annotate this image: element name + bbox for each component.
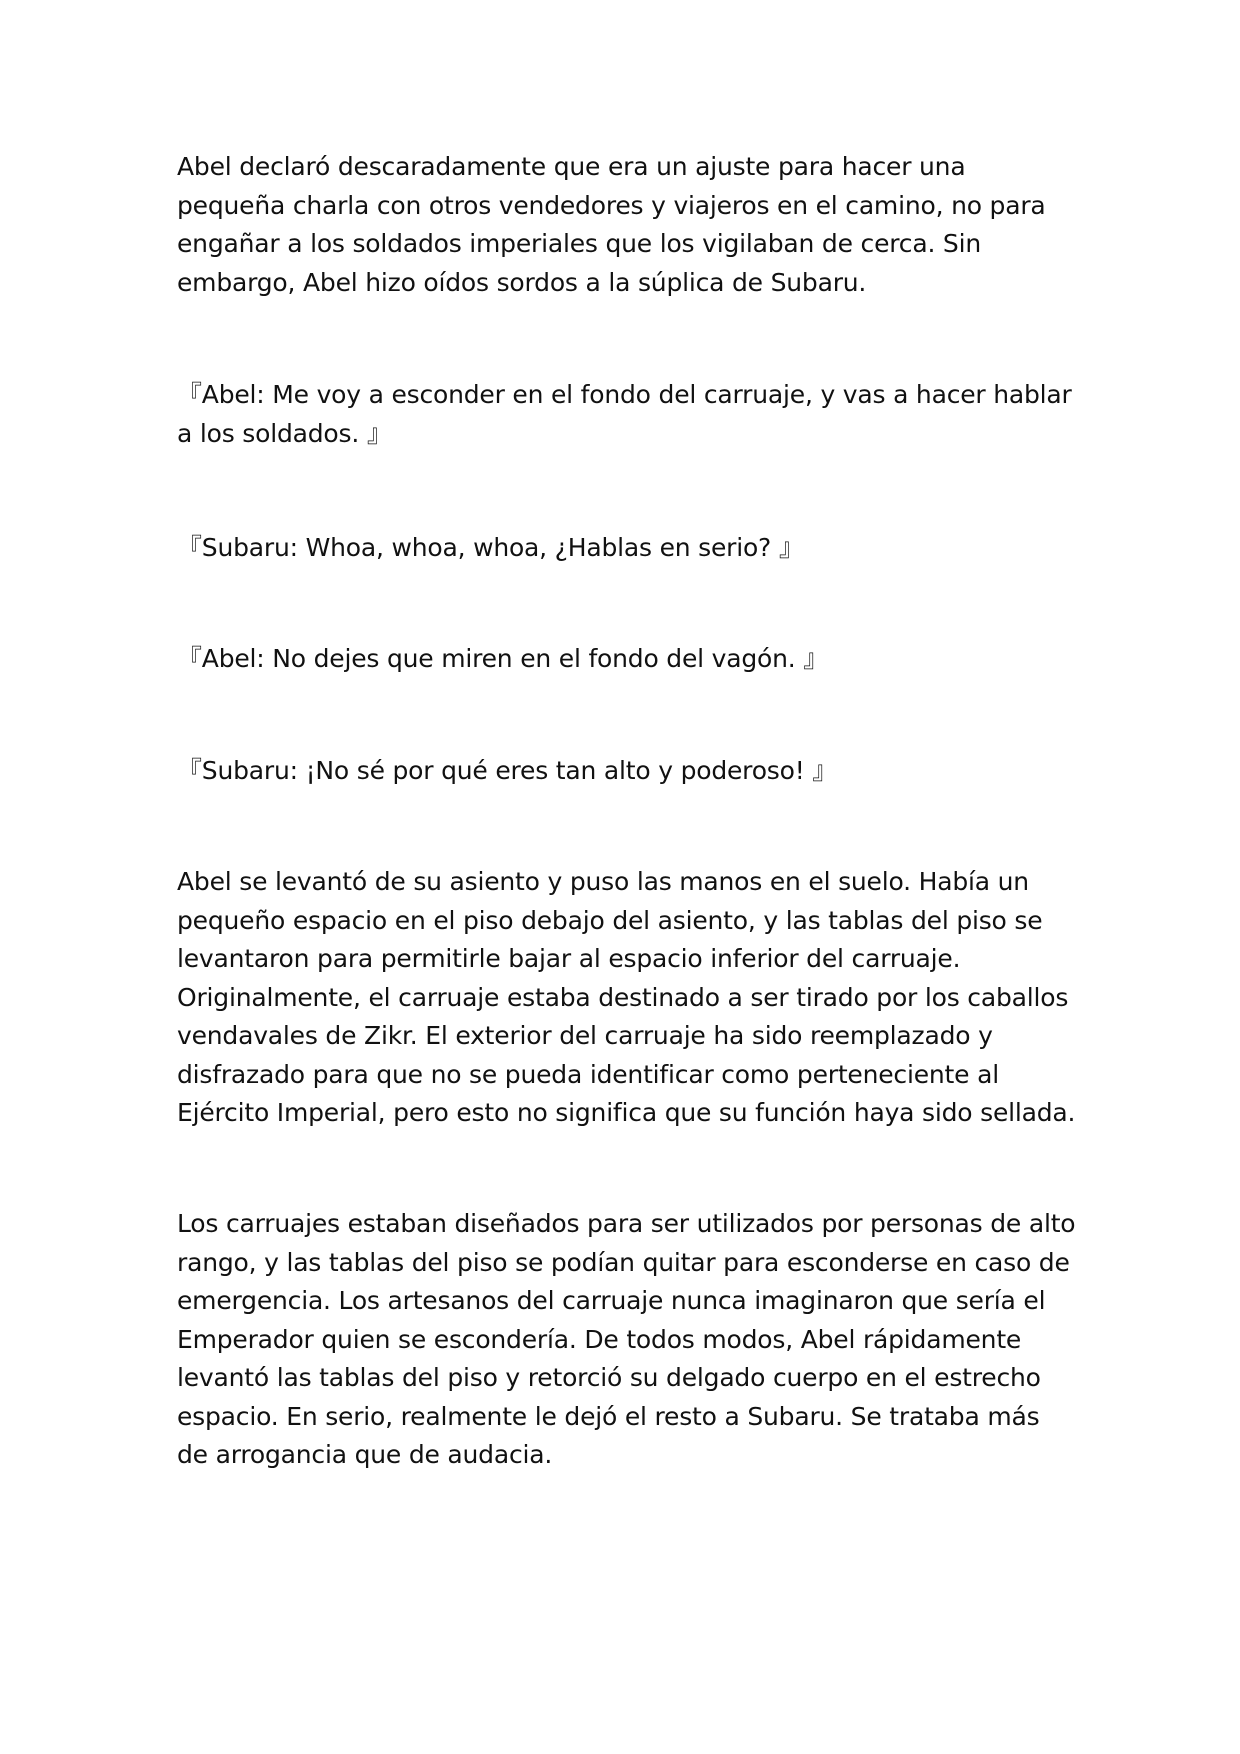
paragraph-1: Abel declaró descaradamente que era un ajuste para hacer una pequeña charla con otros vendedores y viajeros en el camino, no para engañar a los soldados imperiales que los vigilaban de cerca. Sin embargo, Abel hizo oídos sordos a la súplica de Subaru. (177, 152, 1054, 297)
dialogue-line-1: 『Abel: Me voy a esconder en el fondo del carruaje, y vas a hacer hablar a los soldados. 』 (177, 380, 1080, 448)
paragraph-3: Los carruajes estaban diseñados para ser utilizados por personas de alto rango, y las tablas del piso se podían quitar para esconderse en caso de emergencia. Los artesanos del carruaje nunca imaginaron que sería el Emperador quien se escondería. De todos modos, Abel rápidamente levantó las tablas del piso y retorció su delgado cuerpo en el estrecho espacio. En serio, realmente le dejó el resto a Subaru. Se trataba más de arrogancia que de audacia. (177, 1209, 1084, 1469)
paragraph-2: Abel se levantó de su asiento y puso las manos en el suelo. Había un pequeño espacio en el piso debajo del asiento, y las tablas del piso se levantaron para permitirle bajar al espacio inferior del carruaje. Originalmente, el carruaje estaba destinado a ser tirado por los caballos vendavales de Zikr. El exterior del carruaje ha sido reemplazado y disfrazado para que no se pueda identificar como perteneciente al Ejército Imperial, pero esto no significa que su función haya sido sellada. (177, 867, 1076, 1127)
dialogue-line-2: 『Subaru: Whoa, whoa, whoa, ¿Hablas en serio? 』 (177, 533, 804, 562)
dialogue-line-4: 『Subaru: ¡No sé por qué eres tan alto y poderoso! 』 (177, 756, 838, 785)
dialogue-line-3: 『Abel: No dejes que miren en el fondo del vagón. 』 (177, 644, 829, 673)
